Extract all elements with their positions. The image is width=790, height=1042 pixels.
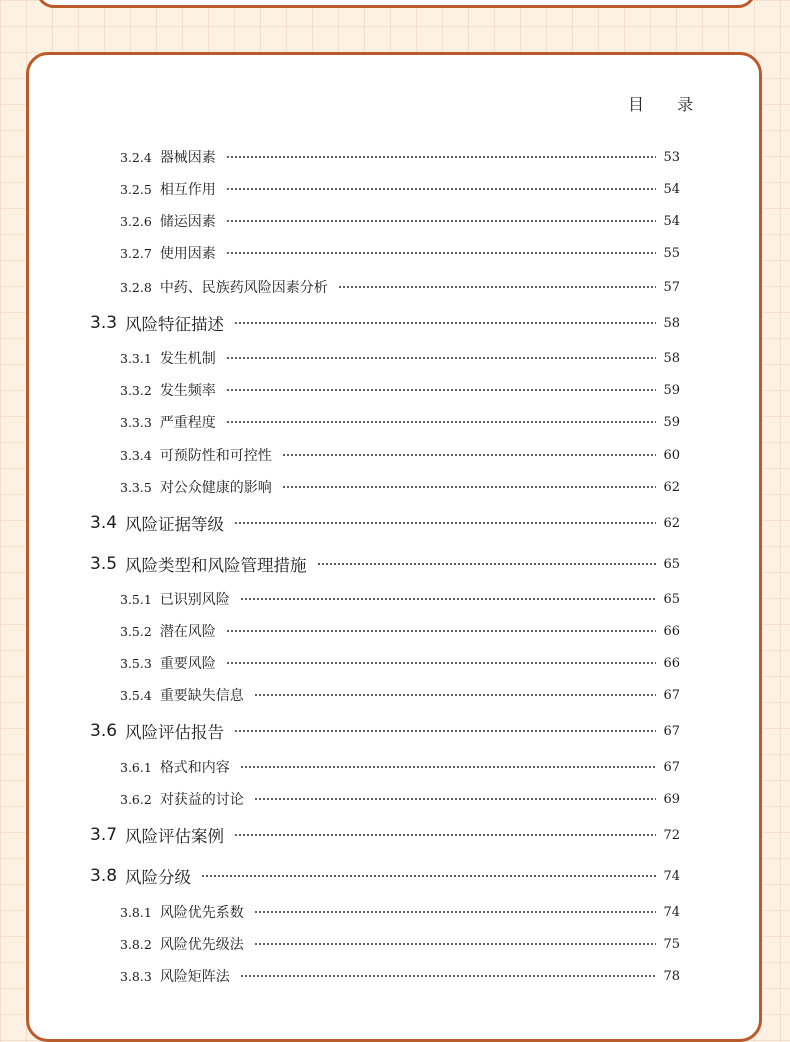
toc-subsection-entry[interactable]	[120, 787, 680, 811]
dot-leader	[226, 389, 656, 391]
toc-entry-page-number: 54	[663, 181, 680, 197]
dot-leader	[234, 322, 656, 324]
toc-subsection-entry[interactable]	[120, 443, 680, 467]
dot-leader	[234, 522, 656, 524]
toc-entry-number: 3.3.1	[120, 350, 152, 366]
dot-leader	[254, 694, 656, 696]
toc-entry-title: 风险类型和风险管理措施	[125, 556, 307, 575]
toc-subsection-entry[interactable]	[120, 346, 680, 370]
toc-entry-page-number: 74	[663, 868, 680, 884]
toc-entry-page-number: 59	[663, 382, 680, 398]
toc-subsection-entry[interactable]	[120, 964, 680, 988]
toc-entry-number: 3.2.8	[120, 279, 152, 295]
toc-entry-page-number: 67	[663, 723, 680, 739]
toc-section-entry[interactable]	[90, 511, 680, 535]
toc-entry-title: 风险证据等级	[125, 515, 225, 534]
toc-entry-page-number: 55	[663, 245, 680, 261]
toc-entry-number: 3.2.4	[120, 149, 152, 165]
toc-subsection-entry[interactable]	[120, 177, 680, 201]
dot-leader	[234, 730, 656, 732]
toc-entry-number: 3.6.1	[120, 759, 152, 775]
toc-entry-number: 3.5	[90, 554, 118, 574]
toc-entry-number: 3.3.5	[120, 479, 152, 495]
dot-leader	[282, 486, 656, 488]
toc-entry-title: 风险分级	[125, 868, 192, 887]
toc-subsection-entry[interactable]	[120, 275, 680, 299]
toc-entry-title: 使用因素	[159, 246, 216, 262]
toc-subsection-entry[interactable]	[120, 475, 680, 499]
toc-entry-title: 已识别风险	[159, 592, 230, 608]
toc-entry-number: 3.2.6	[120, 213, 152, 229]
toc-entry-number: 3.7	[90, 825, 118, 845]
dot-leader	[317, 563, 656, 565]
toc-entry-page-number: 53	[663, 149, 680, 165]
toc-entry-title: 储运因素	[159, 214, 216, 230]
toc-entry-page-number: 62	[663, 479, 680, 495]
toc-entry-number: 3.2.7	[120, 245, 152, 261]
toc-entry-number: 3.5.1	[120, 591, 152, 607]
dot-leader	[234, 834, 656, 836]
toc-section-entry[interactable]	[90, 719, 680, 743]
toc-subsection-entry[interactable]	[120, 932, 680, 956]
toc-entry-title: 风险矩阵法	[159, 969, 230, 985]
dot-leader	[282, 454, 656, 456]
toc-entry-page-number: 67	[663, 687, 680, 703]
dot-leader	[201, 875, 656, 877]
dot-leader	[226, 252, 656, 254]
toc-entry-page-number: 74	[663, 904, 680, 920]
toc-subsection-entry[interactable]	[120, 209, 680, 233]
toc-subsection-entry[interactable]	[120, 241, 680, 265]
dot-leader	[254, 943, 656, 945]
toc-entry-title: 风险评估案例	[125, 827, 225, 846]
toc-entry-title: 对获益的讨论	[159, 792, 244, 808]
toc-entry-page-number: 67	[663, 759, 680, 775]
toc-entry-number: 3.8.2	[120, 936, 152, 952]
dot-leader	[226, 357, 656, 359]
toc-entry-number: 3.8.3	[120, 968, 152, 984]
toc-subsection-entry[interactable]	[120, 755, 680, 779]
toc-entry-number: 3.2.5	[120, 181, 152, 197]
toc-entry-page-number: 66	[663, 655, 680, 671]
dot-leader	[240, 766, 656, 768]
toc-entry-page-number: 59	[663, 414, 680, 430]
dot-leader	[226, 630, 656, 632]
dot-leader	[226, 220, 656, 222]
toc-entry-page-number: 57	[663, 279, 680, 295]
dot-leader	[254, 798, 656, 800]
toc-entry-title: 风险特征描述	[125, 315, 225, 334]
dot-leader	[226, 421, 656, 423]
dot-leader	[338, 286, 656, 288]
toc-entry-number: 3.5.2	[120, 623, 152, 639]
toc-entry-page-number: 72	[663, 827, 680, 843]
toc-entry-number: 3.5.3	[120, 655, 152, 671]
toc-entry-page-number: 66	[663, 623, 680, 639]
toc-entry-title: 中药、民族药风险因素分析	[159, 280, 328, 296]
toc-entry-page-number: 62	[663, 515, 680, 531]
toc-entry-number: 3.8	[90, 866, 118, 886]
toc-entry-title: 格式和内容	[159, 760, 230, 776]
toc-entry-number: 3.6.2	[120, 791, 152, 807]
toc-entry-title: 对公众健康的影响	[159, 480, 272, 496]
toc-entry-number: 3.3	[90, 313, 118, 333]
toc-entry-page-number: 58	[663, 350, 680, 366]
toc-entry-number: 3.3.2	[120, 382, 152, 398]
dot-leader	[226, 188, 656, 190]
toc-entry-title: 风险优先级法	[159, 937, 244, 953]
toc-header: 目 录	[628, 95, 708, 114]
toc-subsection-entry[interactable]	[120, 410, 680, 434]
toc-entry-title: 重要风险	[159, 656, 216, 672]
toc-subsection-entry[interactable]	[120, 587, 680, 611]
toc-entry-title: 风险评估报告	[125, 723, 225, 742]
dot-leader	[240, 975, 656, 977]
toc-entry-page-number: 65	[663, 556, 680, 572]
toc-entry-number: 3.5.4	[120, 687, 152, 703]
toc-entry-page-number: 58	[663, 315, 680, 331]
toc-entry-title: 相互作用	[159, 182, 216, 198]
toc-entry-title: 发生机制	[159, 351, 216, 367]
dot-leader	[226, 662, 656, 664]
toc-entry-page-number: 60	[663, 447, 680, 463]
toc-subsection-entry[interactable]	[120, 145, 680, 169]
toc-entry-page-number: 69	[663, 791, 680, 807]
toc-entry-title: 严重程度	[159, 415, 216, 431]
toc-section-entry[interactable]	[90, 552, 680, 576]
toc-entry-title: 潜在风险	[159, 624, 216, 640]
toc-entry-title: 风险优先系数	[159, 905, 244, 921]
toc-subsection-entry[interactable]	[120, 651, 680, 675]
toc-section-entry[interactable]	[90, 311, 680, 335]
toc-entry-page-number: 75	[663, 936, 680, 952]
toc-section-entry[interactable]	[90, 823, 680, 847]
toc-entry-number: 3.8.1	[120, 904, 152, 920]
toc-entry-title: 可预防性和可控性	[159, 448, 272, 464]
toc-subsection-entry[interactable]	[120, 683, 680, 707]
dot-leader	[226, 156, 656, 158]
toc-entry-number: 3.6	[90, 721, 118, 741]
toc-entry-number: 3.3.4	[120, 447, 152, 463]
toc-subsection-entry[interactable]	[120, 900, 680, 924]
toc-entry-number: 3.3.3	[120, 414, 152, 430]
toc-section-entry[interactable]	[90, 864, 680, 888]
toc-entry-page-number: 65	[663, 591, 680, 607]
toc-subsection-entry[interactable]	[120, 378, 680, 402]
toc-entry-title: 重要缺失信息	[159, 688, 244, 704]
dot-leader	[254, 911, 656, 913]
toc-entry-title: 器械因素	[159, 150, 216, 166]
toc-entry-page-number: 78	[663, 968, 680, 984]
toc-entry-title: 发生频率	[159, 383, 216, 399]
toc-subsection-entry[interactable]	[120, 619, 680, 643]
dot-leader	[240, 598, 656, 600]
toc-entry-number: 3.4	[90, 513, 118, 533]
toc-entry-page-number: 54	[663, 213, 680, 229]
